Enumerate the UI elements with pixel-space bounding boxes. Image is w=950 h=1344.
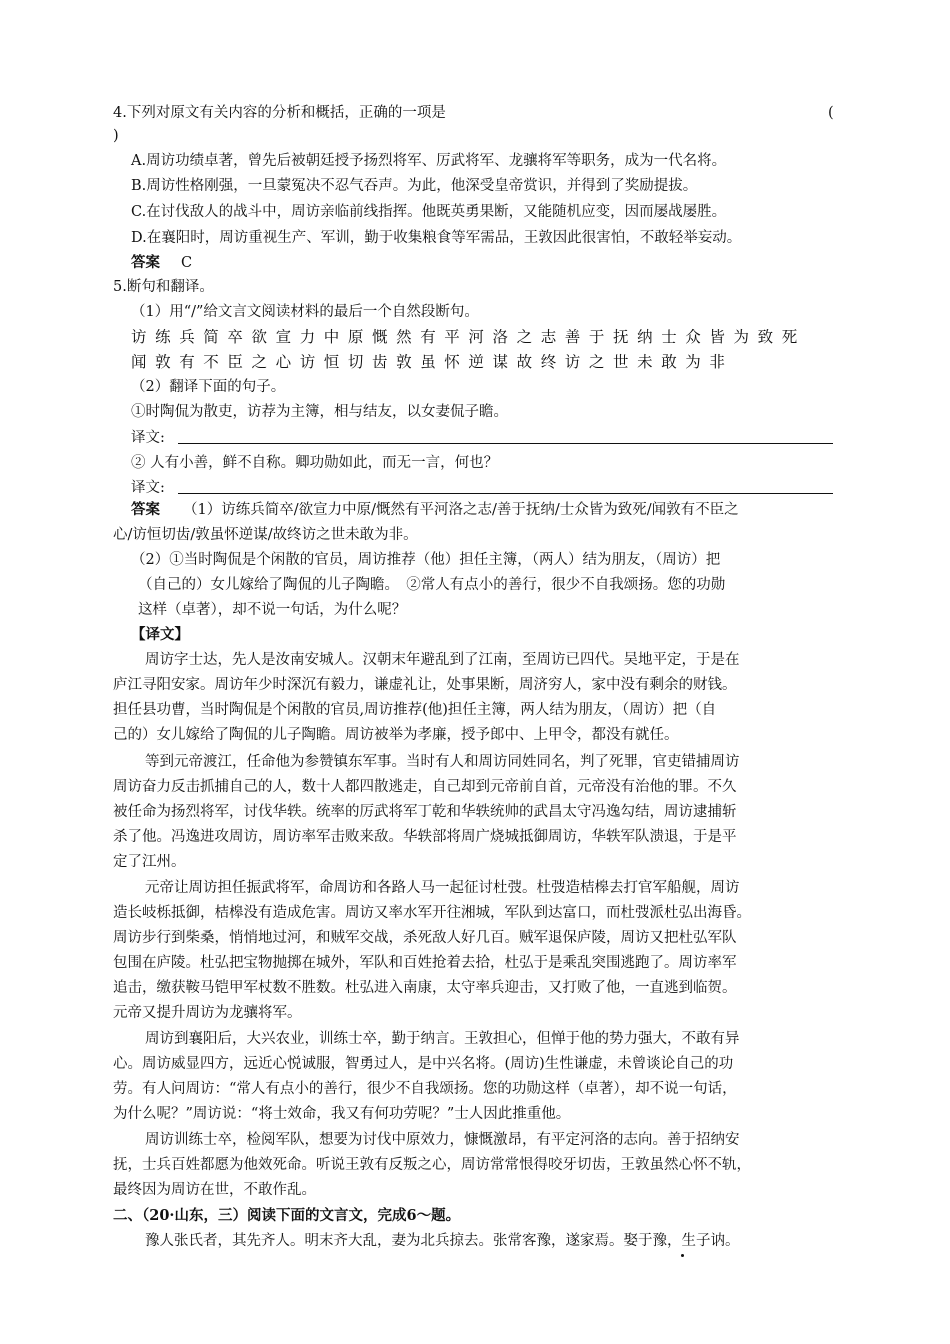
section2-first-line: 豫人张氏者，其先齐人。明末齐大乱，妻为北兵掠去。张常客豫，遂家焉。娶于豫，生子讷。 <box>145 1233 740 1249</box>
q5-answer-label: 答案 <box>131 501 160 518</box>
q4-stem: 4.下列对原文有关内容的分析和概括，正确的一项是 <box>113 105 446 121</box>
translation-line: 元帝又提升周访为龙骧将军。 <box>113 1005 302 1021</box>
translation-line: 周访字士达，先人是汝南安城人。汉朝末年避乱到了江南，至周访已四代。吴地平定，于是在 <box>145 652 740 668</box>
translation-line: 周访训练士卒，检阅军队，想要为讨伐中原效力，慷慨激昂，有平定河洛的志向。善于招纳安 <box>145 1132 740 1148</box>
q4-answer-label: 答案 <box>131 254 160 271</box>
translation-heading: 【译文】 <box>131 626 189 643</box>
q5-answer-line-4: （自己的）女儿嫁给了陶侃的儿子陶瞻。 ②常人有点小的善行，很少不自我颂扬。您的功勋 <box>138 577 726 593</box>
answer-line-1[interactable] <box>178 443 833 444</box>
translation-line: 心。周访威显四方，远近心悦诚服，智勇过人，是中兴名将。(周访)生性谦虚，未曾谈论自己的功 <box>113 1056 734 1072</box>
q4-option-a: A.周访功绩卓著，曾先后被朝廷授予扬烈将军、厉武将军、龙骧将军等职务，成为一代名将。 <box>131 153 727 169</box>
translation-line: 定了江州。 <box>113 854 186 870</box>
q5-translate-label-2: 译文: <box>131 480 165 496</box>
q4-answer-value: C <box>181 255 193 271</box>
translation-line: 杀了他。冯逸进攻周访，周访率军击败来敌。华轶部将周广烧城抵御周访，华轶军队溃退，于是平 <box>113 829 737 845</box>
q5-sentence-1: ①时陶侃为散吏，访荐为主簿，相与结友，以女妻侃子瞻。 <box>131 404 508 420</box>
translation-line: 周访奋力反击抓捕自己的人，数十人都四散逃走，自己却到元帝前自首，元帝没有治他的罪。不久 <box>113 779 737 795</box>
q5-answer-line-2: 心/访恒切齿/敦虽怀逆谋/故终访之世未敢为非。 <box>113 527 418 543</box>
translation-line: 抚，士兵百姓都愿为他效死命。听说王敦有反叛之心，周访常常恨得咬牙切齿，王敦虽然心怀不轨， <box>113 1157 751 1173</box>
q5-sentence-2: ② 人有小善，鲜不自称。卿功勋如此，而无一言，何也？ <box>131 455 499 471</box>
emphasis-dot <box>681 1254 684 1257</box>
q5-passage-line-1: 访练兵简卒欲宣力中原慨然有平河洛之志善于抚纳士众皆为致死 <box>131 328 806 346</box>
q4-paren-open: ( <box>828 105 834 121</box>
translation-line: 造长岐栎抵御，桔槔没有造成危害。周访又率水军开往湘城，军队到达富口，而杜弢派杜弘出海昏。 <box>113 905 751 921</box>
translation-line: 周访到襄阳后，大兴农业，训练士卒，勤于纳言。王敦担心，但惮于他的势力强大，不敢有异 <box>145 1031 740 1047</box>
q4-paren-close: ) <box>113 128 119 144</box>
translation-line: 被任命为扬烈将军，讨伐华轶。统率的厉武将军丁乾和华轶统帅的武昌太守冯逸勾结，周访逮捕斩 <box>113 804 737 820</box>
translation-line: 庐江寻阳安家。周访年少时深沉有毅力，谦虚礼让，处事果断，周济穷人，家中没有剩余的财钱。 <box>113 677 737 693</box>
translation-line: 周访步行到柴桑，悄悄地过河，和贼军交战，杀死敌人好几百。贼军退保庐陵，周访又把杜弘军队 <box>113 930 737 946</box>
translation-line: 最终因为周访在世，不敢作乱。 <box>113 1182 316 1198</box>
q5-answer-line-1: （1）访练兵简卒/欲宣力中原/慨然有平河洛之志/善于抚纳/士众皆为致死/闻敦有不臣之 <box>183 502 739 518</box>
translation-line: 劳。有人问周访：“常人有点小的善行，很少不自我颂扬。您的功勋这样（卓著），却不说一句话， <box>113 1081 737 1097</box>
translation-line: 包围在庐陵。杜弘把宝物抛掷在城外，军队和百姓抢着去拾，杜弘于是乘乱突围逃跑了。周访率军 <box>113 955 737 971</box>
q5-answer-line-3: （2）①当时陶侃是个闲散的官员，周访推荐（他）担任主簿，（两人）结为朋友，（周访）把 <box>131 552 721 568</box>
q4-option-b: B.周访性格刚强，一旦蒙冤决不忍气吞声。为此，他深受皇帝赏识，并得到了奖励提拔。 <box>131 178 698 194</box>
translation-line: 追击，缴获鞍马铠甲军杖数不胜数。杜弘进入南康，太守率兵迎击，又打败了他，一直逃到临贺。 <box>113 980 737 996</box>
q5-part1: （1）用“/”给文言文阅读材料的最后一个自然段断句。 <box>131 304 479 320</box>
q4-option-c: C.在讨伐敌人的战斗中，周访亲临前线指挥。他既英勇果断，又能随机应变，因而屡战屡胜。 <box>131 204 727 220</box>
answer-line-2[interactable] <box>178 493 833 494</box>
translation-line: 元帝让周访担任振武将军，命周访和各路人马一起征讨杜弢。杜弢造桔槔去打官军船舰，周访 <box>145 880 740 896</box>
q4-option-d: D.在襄阳时，周访重视生产、军训，勤于收集粮食等军需品，王敦因此很害怕，不敢轻举妄动。 <box>131 230 742 246</box>
translation-line: 担任县功曹，当时陶侃是个闲散的官员,周访推荐(他)担任主簿，两人结为朋友，（周访）把（自 <box>113 702 717 718</box>
q5-title: 5.断句和翻译。 <box>113 279 214 295</box>
q5-part2: （2）翻译下面的句子。 <box>131 379 286 395</box>
q5-answer-line-5: 这样（卓著），却不说一句话，为什么呢？ <box>138 602 407 618</box>
translation-line: 己的）女儿嫁给了陶侃的儿子陶瞻。周访被举为孝廉，授予郎中、上甲令，都没有就任。 <box>113 727 679 743</box>
translation-line: 为什么呢？”周访说：“将士效命，我又有何功劳呢？”士人因此推重他。 <box>113 1106 571 1122</box>
q5-translate-label-1: 译文: <box>131 430 165 446</box>
section2-title: 二、（20·山东，三）阅读下面的文言文，完成6～题。 <box>113 1207 461 1224</box>
translation-line: 等到元帝渡江，任命他为参赞镇东军事。当时有人和周访同姓同名，判了死罪，官吏错捕周访 <box>145 754 740 770</box>
q5-passage-line-2: 闻敦有不臣之心访恒切齿敦虽怀逆谋故终访之世未敢为非 <box>131 353 734 371</box>
